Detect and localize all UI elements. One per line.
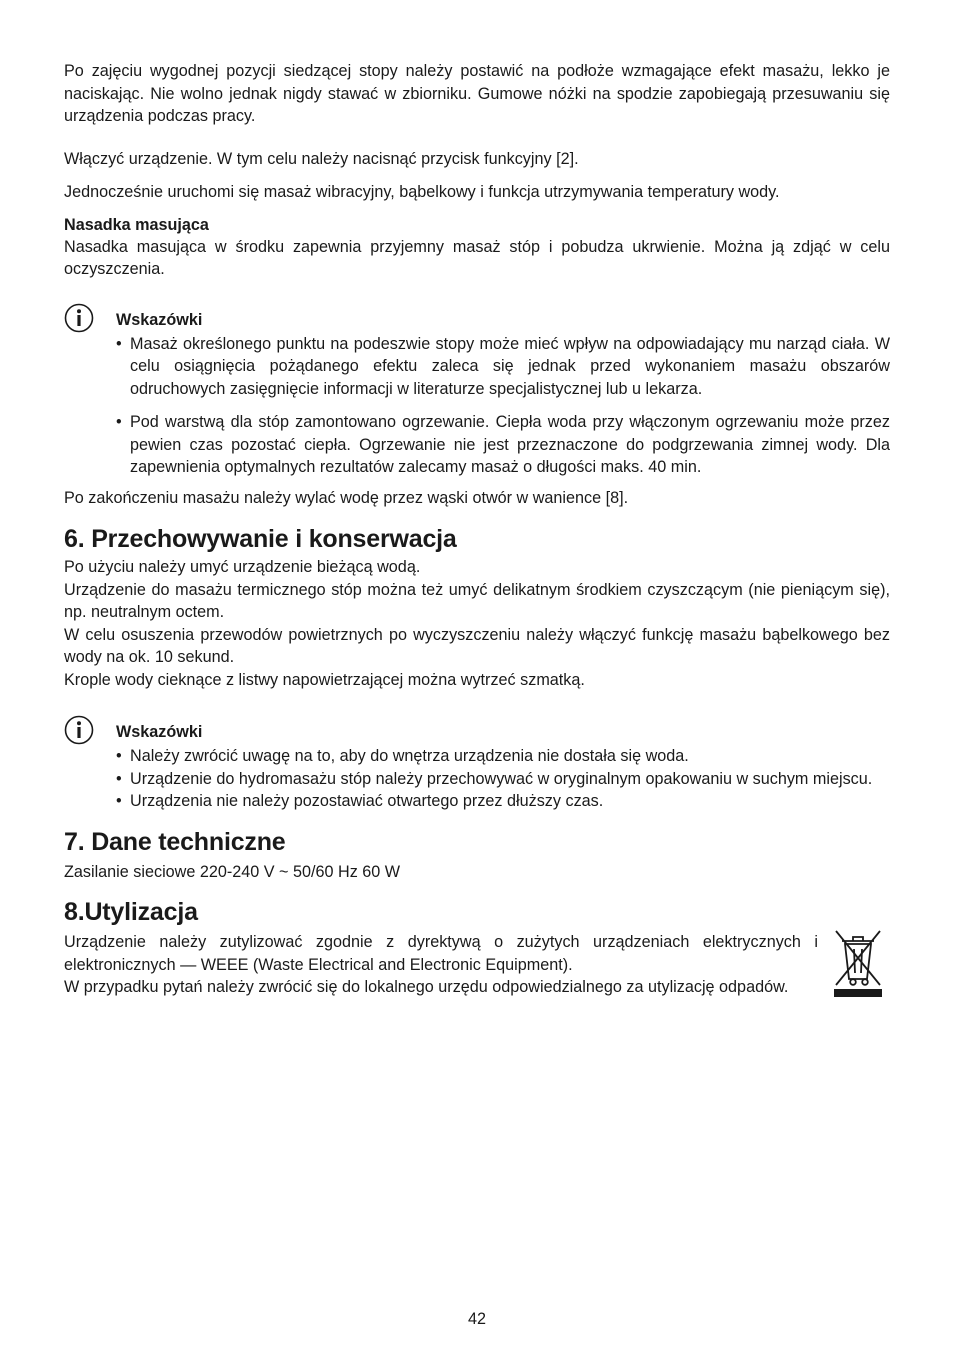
note-2-item: • Urządzenia nie należy pozostawiać otwartego przez dłuższy czas. [116, 790, 890, 813]
page-number: 42 [467, 1310, 486, 1328]
section-6-line-1: Po użyciu należy umyć urządzenie bieżącą wodą. [64, 558, 421, 576]
note-1-title: Wskazówki [116, 310, 203, 329]
note-block-1 [64, 309, 890, 479]
after-massage-text: Po zakończeniu masażu należy wylać wodę przez wąski otwór w wanience [8]. [64, 488, 629, 507]
intro-paragraph-3: Jednocześnie uruchomi się masaż wibracyjny, bąbelkowy i funkcja utrzymywania temperatury wody. [64, 183, 780, 201]
note-1-item: • Masaż określonego punktu na podeszwie stopy może mieć wpływ na odpowiadający mu narząd ciała. W celu osiągnięcia pożądanego efektu zaleca się jednak przed wykonaniem masażu obszarów odruchowych zasięgnięcie informacji w literaturze specjalistycznej lub u lekarza. [116, 333, 890, 401]
note-1-item: • Pod warstwą dla stóp zamontowano ogrzewanie. Ciepła woda przy włączonym ogrzewaniu może przez pewien czas pozostać ciepła. Ogrzewanie nie jest przeznaczone do podgrzewania zimnej wody. Dla zapewnienia optymalnych rezultatów zalecamy masaż o długości maks. 40 min. [116, 411, 890, 479]
info-icon [64, 303, 94, 333]
massage-attachment-text: Nasadka masująca w środku zapewnia przyjemny masaż stóp i pobudza ukrwienie. Można ją zdjąć w celu oczyszczenia. [64, 237, 890, 278]
disposal-block [64, 931, 890, 999]
section-6-line-4: Krople wody cieknące z listwy napowietrzającej można wytrzeć szmatką. [64, 670, 585, 689]
section-7-text: Zasilanie sieciowe 220-240 V ~ 50/60 Hz 60 W [64, 862, 401, 881]
intro-paragraph-1: Po zajęciu wygodnej pozycji siedzącej stopy należy postawić na podłoże wzmagające efekt masażu, lekko je naciskając. Nie wolno jednak nigdy stawać w zbiorniku. Gumowe nóżki na spodzie zapobiegają przesuwaniu się urządzenia podczas pracy. [64, 62, 890, 125]
section-8-line-1: Urządzenie należy zutylizować zgodnie z dyrektywą o zużytych urządzeniach elektrycznych i elektronicznych — WEEE (Waste Electrical and Electronic Equipment). [64, 933, 818, 974]
section-6-line-2: Urządzenie do masażu termicznego stóp można też umyć delikatnym środkiem czyszczącym (nie pieniącym się), np. neutralnym octem. [64, 580, 890, 621]
weee-crossed-bin-icon [830, 925, 886, 999]
note-2-item: • Urządzenie do hydromasażu stóp należy przechowywać w oryginalnym opakowaniu w suchym miejscu. [116, 768, 890, 791]
section-6-line-3: W celu osuszenia przewodów powietrznych po wyczyszczeniu należy włączyć funkcję masażu bąbelkowego bez wody na ok. 10 sekund. [64, 625, 890, 666]
note-2-list [116, 745, 890, 813]
note-2-item: • Należy zwrócić uwagę na to, aby do wnętrza urządzenia nie dostała się woda. [116, 745, 890, 768]
note-1-list [116, 333, 890, 479]
document-page [64, 60, 890, 999]
info-icon [64, 715, 94, 745]
section-6-heading: 6. Przechowywanie i konserwacja [64, 525, 457, 553]
note-block-2 [64, 721, 890, 813]
massage-attachment-title: Nasadka masująca [64, 215, 209, 234]
note-2-title: Wskazówki [116, 723, 203, 741]
section-7-heading: 7. Dane techniczne [64, 827, 286, 856]
intro-paragraph-2: Włączyć urządzenie. W tym celu należy nacisnąć przycisk funkcyjny [2]. [64, 149, 579, 168]
section-8-line-2: W przypadku pytań należy zwrócić się do lokalnego urzędu odpowiedzialnego za utylizację odpadów. [64, 978, 789, 996]
section-8-heading: 8.Utylizacja [64, 898, 198, 926]
